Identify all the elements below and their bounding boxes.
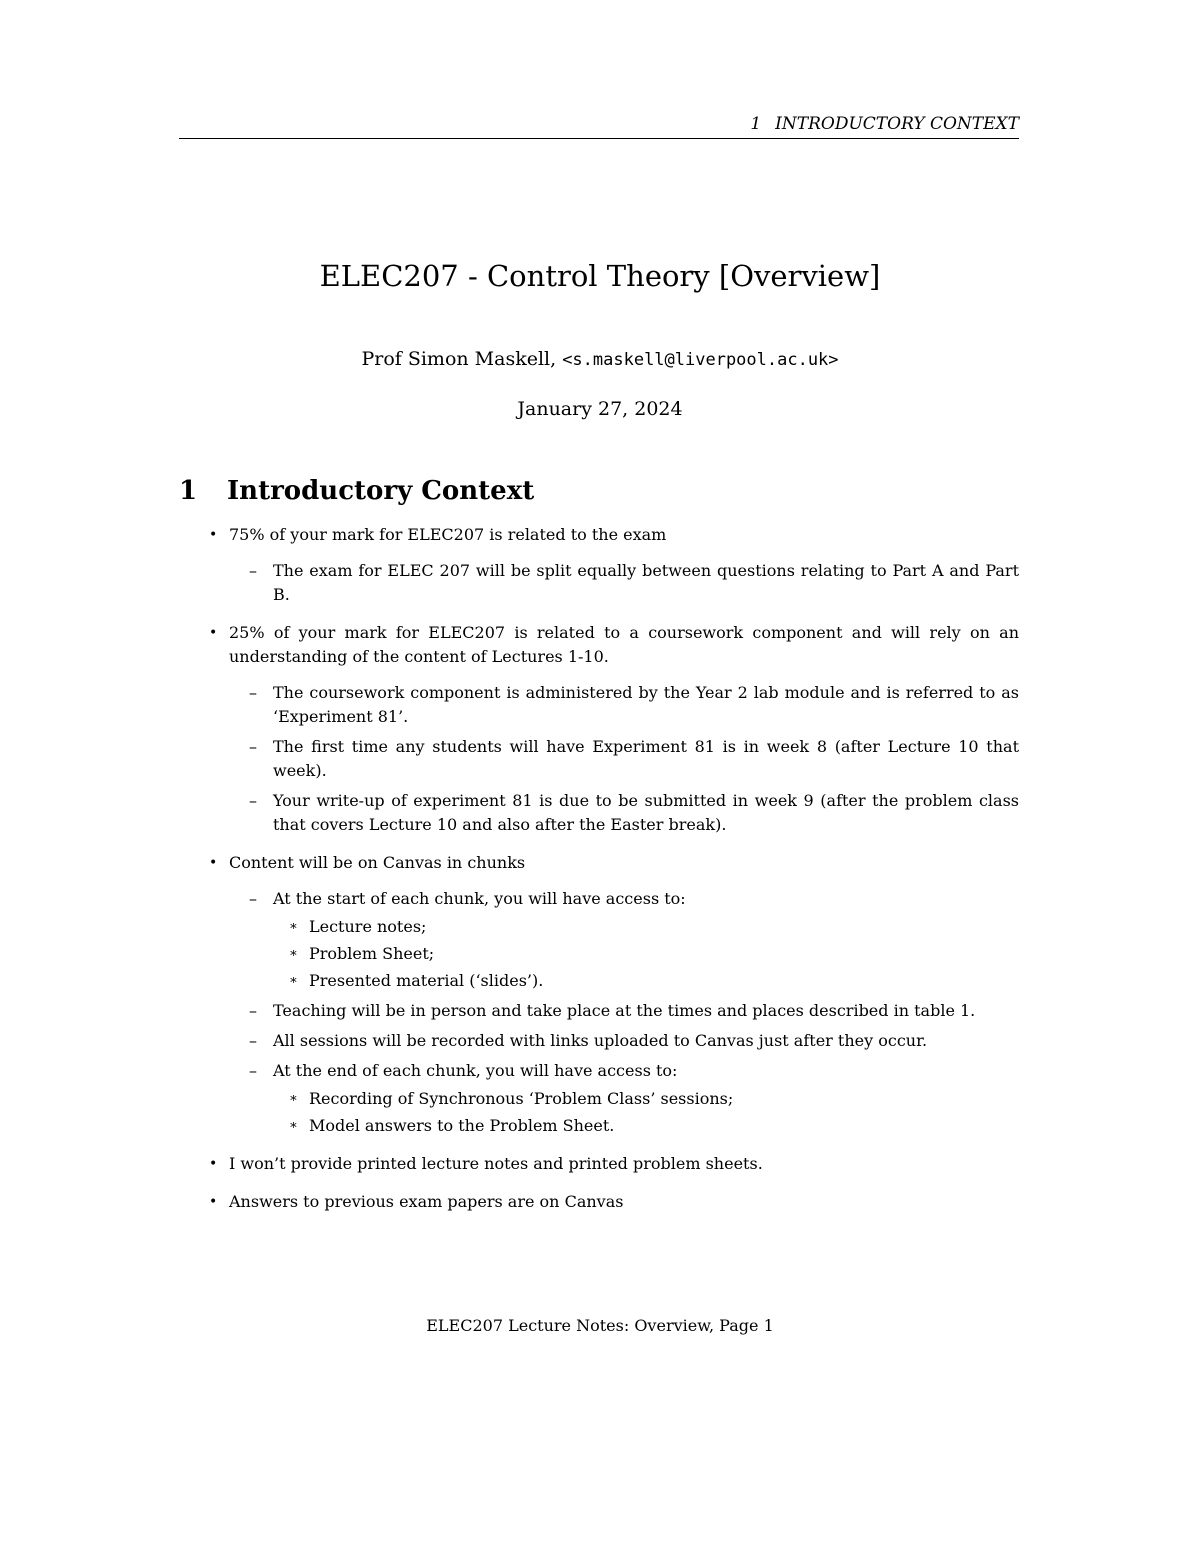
nested-list-item-text: Model answers to the Problem Sheet. <box>309 1116 615 1135</box>
sub-list-item <box>229 1029 1019 1053</box>
section-heading <box>179 473 534 509</box>
document-date: January 27, 2024 <box>517 398 683 420</box>
bullet-marker: • <box>209 855 218 871</box>
sub-list <box>229 681 1019 837</box>
star-marker: ∗ <box>289 946 298 961</box>
list-item-text: 75% of your mark for ELEC207 is related to the exam <box>229 525 667 544</box>
list-item-text: I won’t provide printed lecture notes and printed problem sheets. <box>229 1154 763 1173</box>
nested-list <box>273 915 1019 993</box>
section-number: 1 <box>179 476 198 506</box>
sub-list-item-text: Teaching will be in person and take place at the times and places described in table 1. <box>273 1001 976 1020</box>
list-item <box>179 851 1019 1138</box>
star-marker: ∗ <box>289 973 298 988</box>
star-marker: ∗ <box>289 1091 298 1106</box>
list-item <box>179 1190 1019 1214</box>
dash-marker: – <box>249 1031 257 1050</box>
list-item <box>179 523 1019 607</box>
sub-list <box>229 887 1019 1138</box>
dash-marker: – <box>249 1061 257 1080</box>
nested-list-item <box>273 942 1019 966</box>
dash-marker: – <box>249 1001 257 1020</box>
list-item-text: 25% of your mark for ELEC207 is related to a coursework component and will rely on an understanding of the content of Lectures 1-10. <box>229 623 1019 666</box>
author-name: Prof Simon Maskell, <box>361 348 563 370</box>
sub-list-item-text: At the end of each chunk, you will have access to: <box>273 1061 678 1080</box>
bullet-marker: • <box>209 1194 218 1210</box>
running-header <box>179 112 1019 139</box>
dash-marker: – <box>249 737 257 756</box>
author-line <box>0 345 1200 374</box>
list-item <box>179 1152 1019 1176</box>
sub-list-item <box>229 681 1019 729</box>
sub-list-item-text: Your write-up of experiment 81 is due to be submitted in week 9 (after the problem class that covers Lecture 10 and also after the Easter break). <box>273 791 1019 834</box>
dash-marker: – <box>249 683 257 702</box>
bullet-list <box>179 523 1019 1214</box>
sub-list-item-text: At the start of each chunk, you will have access to: <box>273 889 686 908</box>
nested-list-item <box>273 969 1019 993</box>
sub-list-item <box>229 999 1019 1023</box>
nested-list-item <box>273 1114 1019 1138</box>
section-content <box>179 523 1019 1228</box>
sub-list-item <box>229 559 1019 607</box>
dash-marker: – <box>249 561 257 580</box>
sub-list-item-text: The first time any students will have Experiment 81 is in week 8 (after Lecture 10 that week). <box>273 737 1019 780</box>
section-title: Introductory Context <box>227 476 535 506</box>
bullet-marker: • <box>209 527 218 543</box>
list-item-text: Content will be on Canvas in chunks <box>229 853 526 872</box>
bullet-marker: • <box>209 625 218 641</box>
page-footer: ELEC207 Lecture Notes: Overview, Page 1 <box>426 1316 774 1335</box>
sub-list <box>229 559 1019 607</box>
star-marker: ∗ <box>289 919 298 934</box>
sub-list-item <box>229 887 1019 993</box>
sub-list-item-text: The coursework component is administered by the Year 2 lab module and is referred to as ‘Experiment 81’. <box>273 683 1019 726</box>
running-header-section-number: 1 <box>750 114 762 134</box>
nested-list-item <box>273 1087 1019 1111</box>
bullet-marker: • <box>209 1156 218 1172</box>
list-item <box>179 621 1019 837</box>
list-item-text: Answers to previous exam papers are on Canvas <box>229 1192 624 1211</box>
sub-list-item <box>229 735 1019 783</box>
sub-list-item <box>229 789 1019 837</box>
dash-marker: – <box>249 791 257 810</box>
nested-list-item <box>273 915 1019 939</box>
author-email: <s.maskell@liverpool.ac.uk> <box>562 350 839 370</box>
sub-list-item-text: All sessions will be recorded with links uploaded to Canvas just after they occur. <box>273 1031 928 1050</box>
nested-list-item-text: Recording of Synchronous ‘Problem Class’ sessions; <box>309 1089 734 1108</box>
nested-list-item-text: Problem Sheet; <box>309 944 435 963</box>
document-title: ELEC207 - Control Theory [Overview] <box>319 259 881 293</box>
sub-list-item <box>229 1059 1019 1138</box>
nested-list-item-text: Lecture notes; <box>309 917 427 936</box>
running-header-section-title: INTRODUCTORY CONTEXT <box>775 114 1019 134</box>
nested-list <box>273 1087 1019 1138</box>
nested-list-item-text: Presented material (‘slides’). <box>309 971 544 990</box>
sub-list-item-text: The exam for ELEC 207 will be split equally between questions relating to Part A and Part B. <box>273 561 1019 604</box>
star-marker: ∗ <box>289 1118 298 1133</box>
dash-marker: – <box>249 889 257 908</box>
